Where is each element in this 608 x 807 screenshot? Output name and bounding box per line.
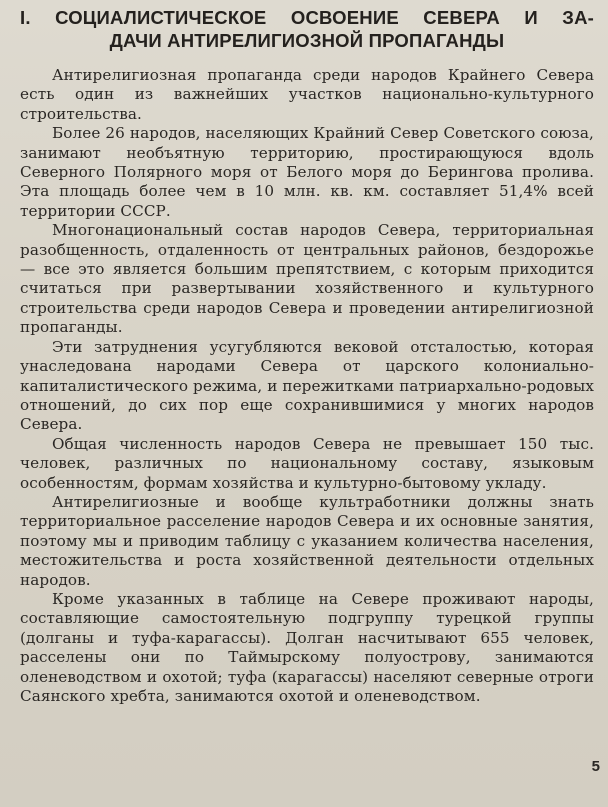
paragraph-1 [20,66,594,124]
page-number: 5 [591,758,600,775]
paragraph-5 [20,435,594,493]
paragraph-3-text: Многонациональный состав народов Севера, территориальная разобщенность, отдаленность от центральных районов, бездорожье — все это является большим препятствием, с которым приходится считаться при развертывании хозяйственного и культурного строительства среди народов Севера и проведении антирелигиозной пропаганды. [20,221,594,337]
paragraph-5-text: Общая численность народов Севера не превышает 150 тыс. человек, различных по национальному составу, языковым особенностям, формам хозяйства и культурно-бытовому укладу. [20,434,594,492]
paragraph-2 [20,124,594,221]
chapter-title-line-2: ДАЧИ АНТИРЕЛИГИОЗНОЙ ПРОПАГАНДЫ [109,30,505,51]
paragraph-6 [20,493,594,590]
paragraph-1-text: Антирелигиозная пропаганда среди народов Крайнего Севера есть один из важнейших участков национально-культурного строительства. [20,66,594,123]
paragraph-2-text: Более 26 народов, населяющих Крайний Север Советского союза, занимают необъятную территорию, простирающуюся вдоль Северного Полярного моря от Белого моря до Берингова пролива. Эта площадь более чем в 10 млн. кв. км. составляет 51,4% всей территории СССР. [20,124,594,220]
paragraph-7 [20,590,594,706]
paragraph-4-text: Эти затруднения усугубляются вековой отсталостью, которая унаследована народами Севера от царского колониально-капиталистического режима, и пережитками патриархально-родовых отношений, до сих пор еще сохранившимися у многих народов Севера. [20,337,594,434]
paragraph-3 [20,221,594,337]
paragraph-7-text: Кроме указанных в таблице на Севере проживают народы, составляющие самостоятельную подгруппу турецкой группы (долганы и туфа-карагассы). Долган насчитывают 655 человек, расселены они по Таймырскому полуострову, занимаются оленеводством и охотой; туфа (карагассы) населяют северные отроги Саянского хребта, занимаются охотой и оленеводством. [20,589,594,705]
paragraph-6-text: Антирелигиозные и вообще культработники должны знать территориальное расселение народов Севера и их основные занятия, поэтому мы и приводим таблицу с указанием количества населения, местожительства и роста хозяйственной деятельности отдельных народов. [20,492,594,589]
chapter-title [20,6,594,52]
paragraph-4 [20,338,594,435]
chapter-title-line-1: I. СОЦИАЛИСТИЧЕСКОЕ ОСВОЕНИЕ СЕВЕРА И ЗА- [20,7,594,28]
body-text [20,66,594,706]
